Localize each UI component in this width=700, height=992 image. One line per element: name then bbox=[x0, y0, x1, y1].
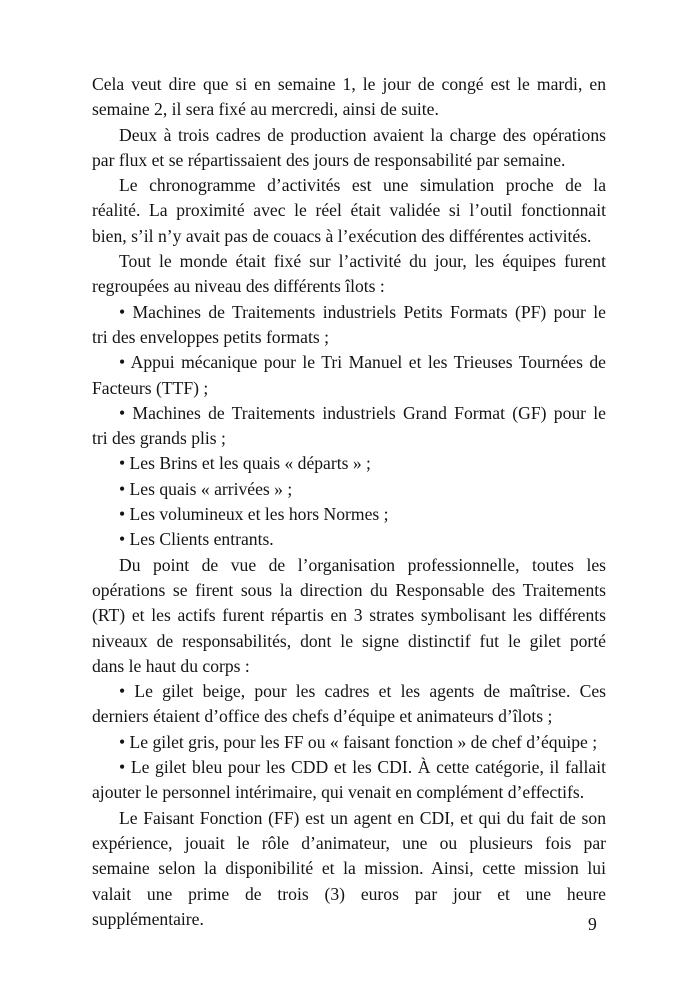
page-number: 9 bbox=[588, 914, 597, 934]
text-line: • Les Clients entrants. bbox=[119, 529, 274, 550]
text-line: Cela veut dire que si en semaine 1, le jour de congé est le mardi, en bbox=[92, 74, 606, 94]
document-body bbox=[92, 72, 606, 932]
text-line: valait une prime de trois (3) euros par jour et une heure bbox=[92, 883, 606, 904]
text-line: • Le gilet beige, pour les cadres et les agents de maîtrise. Ces bbox=[119, 681, 606, 702]
text-line: • Les volumineux et les hors Normes ; bbox=[119, 504, 389, 525]
text-line: expérience, jouait le rôle d’animateur, une ou plusieurs fois par bbox=[92, 832, 606, 853]
text-line: • Les Brins et les quais « départs » ; bbox=[119, 453, 371, 474]
text-line: semaine selon la disponibilité et la mission. Ainsi, cette mission lui bbox=[92, 858, 606, 879]
text-line: ajouter le personnel intérimaire, qui venait en complément d’effectifs. bbox=[92, 782, 585, 803]
text-line: Le Faisant Fonction (FF) est un agent en CDI, et qui du fait de son bbox=[119, 807, 606, 828]
text-line: par flux et se répartissaient des jours de responsabilité par semaine. bbox=[92, 149, 566, 170]
text-line: • Machines de Traitements industriels Petits Formats (PF) pour le bbox=[119, 301, 606, 322]
text-line: supplémentaire. bbox=[92, 908, 204, 929]
text-line: • Appui mécanique pour le Tri Manuel et les Trieuses Tournées de bbox=[119, 352, 606, 373]
text-line: Facteurs (TTF) ; bbox=[92, 377, 209, 398]
text-line: tri des enveloppes petits formats ; bbox=[92, 326, 329, 347]
text-line: réalité. La proximité avec le réel était validée si l’outil fonctionnait bbox=[92, 200, 606, 221]
text-line: • Le gilet bleu pour les CDD et les CDI. À cette catégorie, il fallait bbox=[119, 757, 606, 778]
text-line: regroupées au niveau des différents îlots : bbox=[92, 276, 385, 297]
text-line: Tout le monde était fixé sur l’activité du jour, les équipes furent bbox=[119, 251, 606, 272]
text-line: tri des grands plis ; bbox=[92, 428, 226, 449]
text-line: niveaux de responsabilités, dont le signe distinctif fut le gilet porté bbox=[92, 630, 606, 651]
text-line: semaine 2, il sera fixé au mercredi, ainsi de suite. bbox=[92, 99, 439, 120]
text-line: dans le haut du corps : bbox=[92, 655, 250, 676]
text-line: derniers étaient d’office des chefs d’équipe et animateurs d’îlots ; bbox=[92, 706, 553, 727]
text-line: • Machines de Traitements industriels Grand Format (GF) pour le bbox=[119, 402, 606, 423]
text-line: Deux à trois cadres de production avaient la charge des opérations bbox=[119, 124, 606, 145]
text-line: bien, s’il n’y avait pas de couacs à l’exécution des différentes activités. bbox=[92, 225, 592, 246]
text-line: Du point de vue de l’organisation professionnelle, toutes les bbox=[119, 554, 606, 575]
text-line: • Les quais « arrivées » ; bbox=[119, 478, 293, 499]
text-line: (RT) et les actifs furent répartis en 3 strates symbolisant les différents bbox=[92, 605, 606, 626]
text-line: • Le gilet gris, pour les FF ou « faisant fonction » de chef d’équipe ; bbox=[119, 731, 598, 752]
text-line: opérations se firent sous la direction du Responsable des Traitements bbox=[92, 579, 606, 600]
text-line: Le chronogramme d’activités est une simulation proche de la bbox=[119, 175, 606, 196]
